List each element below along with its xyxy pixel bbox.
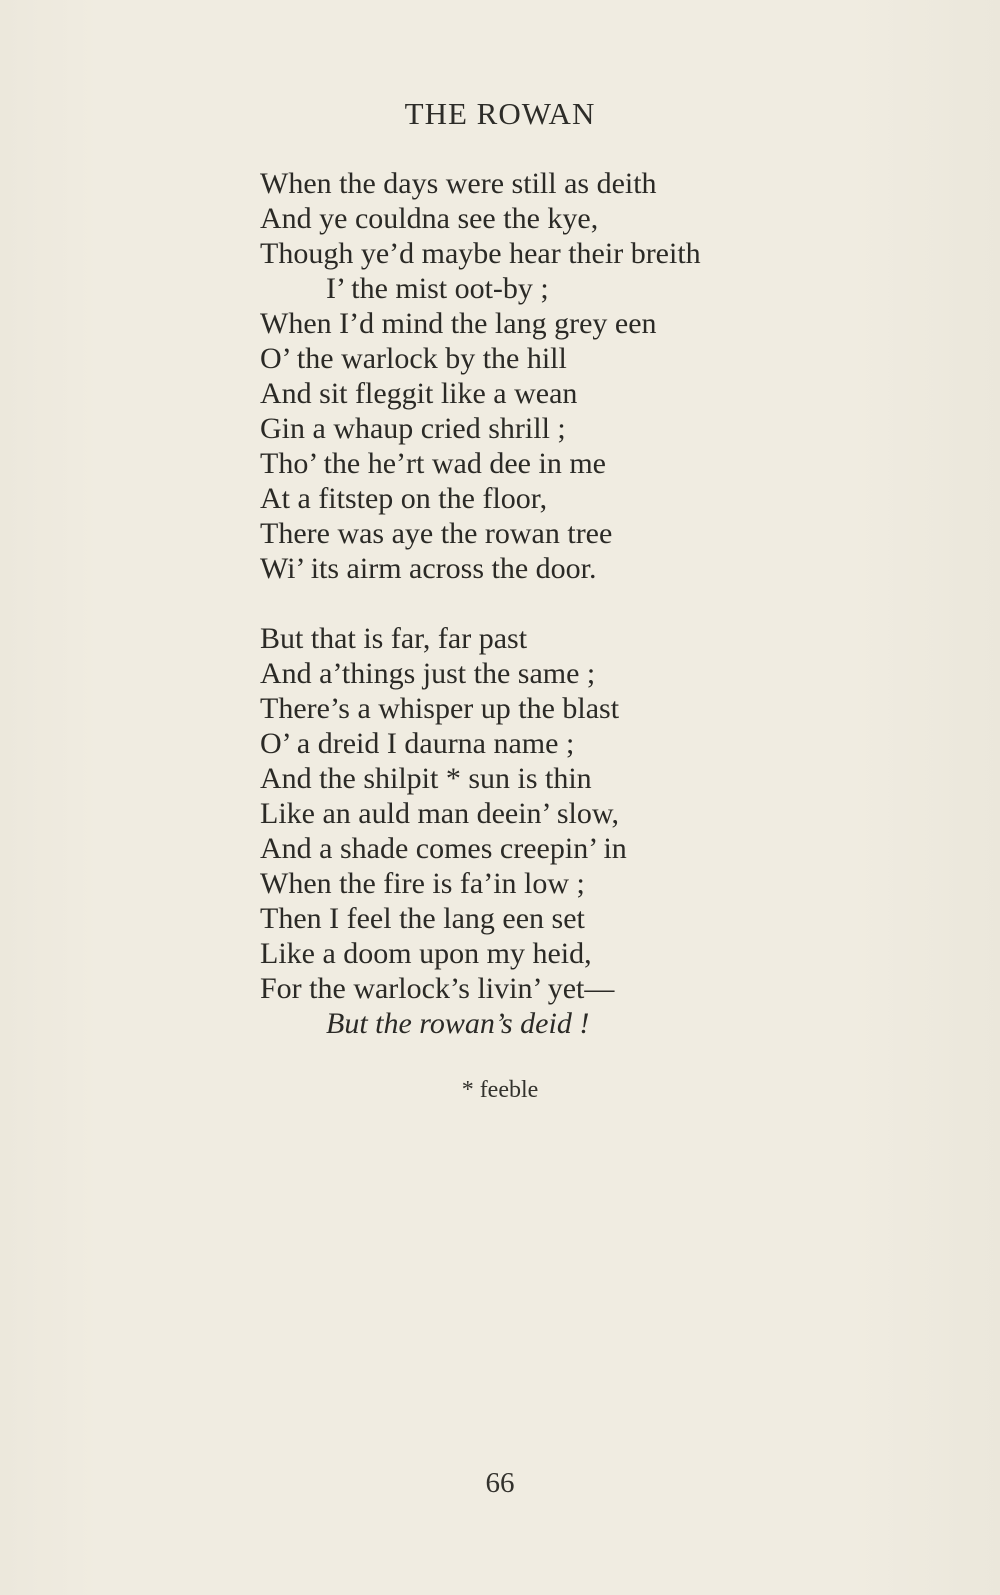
footnote	[0, 1077, 1000, 1104]
poem-line: O’ a dreid I daurna name ;	[260, 727, 575, 760]
stanza-2	[260, 621, 701, 1041]
poem-line: There was aye the rowan tree	[260, 517, 613, 550]
poem-line: Then I feel the lang een set	[260, 902, 585, 935]
poem-body	[260, 166, 701, 1041]
poem-line: There’s a whisper up the blast	[260, 692, 620, 725]
stanza-1	[260, 166, 701, 586]
poem-line: For the warlock’s livin’ yet—	[260, 972, 615, 1005]
poem-line: And a shade comes creepin’ in	[260, 832, 627, 865]
poem-line-indented: I’ the mist oot-by ;	[326, 272, 549, 305]
poem-line: But that is far, far past	[260, 622, 528, 655]
poem-line: Wi’ its airm across the door.	[260, 552, 597, 585]
poem-line: Tho’ the he’rt wad dee in me	[260, 447, 606, 480]
poem-line: When the fire is fa’in low ;	[260, 867, 585, 900]
poem-line: Like a doom upon my heid,	[260, 937, 592, 970]
footnote-text: feeble	[479, 1077, 539, 1103]
poem-line: Gin a whaup cried shrill ;	[260, 412, 566, 445]
page-number: 66	[485, 1467, 515, 1499]
poem-title: THE ROWAN	[404, 96, 596, 131]
poem-closing-line: But the rowan’s deid !	[326, 1007, 590, 1040]
poem-line: O’ the warlock by the hill	[260, 342, 567, 375]
poem-line: Though ye’d maybe hear their breith	[260, 237, 701, 270]
poem-line: And the shilpit * sun is thin	[260, 762, 592, 795]
poem-line: When the days were still as deith	[260, 167, 657, 200]
footnote-marker: *	[461, 1077, 474, 1103]
poem-line: And a’things just the same ;	[260, 657, 596, 690]
poem-line: And sit fleggit like a wean	[260, 377, 578, 410]
poem-line: At a fitstep on the floor,	[260, 482, 548, 515]
poem-line: And ye couldna see the kye,	[260, 202, 599, 235]
poem-line: When I’d mind the lang grey een	[260, 307, 657, 340]
poem-line: Like an auld man deein’ slow,	[260, 797, 620, 830]
